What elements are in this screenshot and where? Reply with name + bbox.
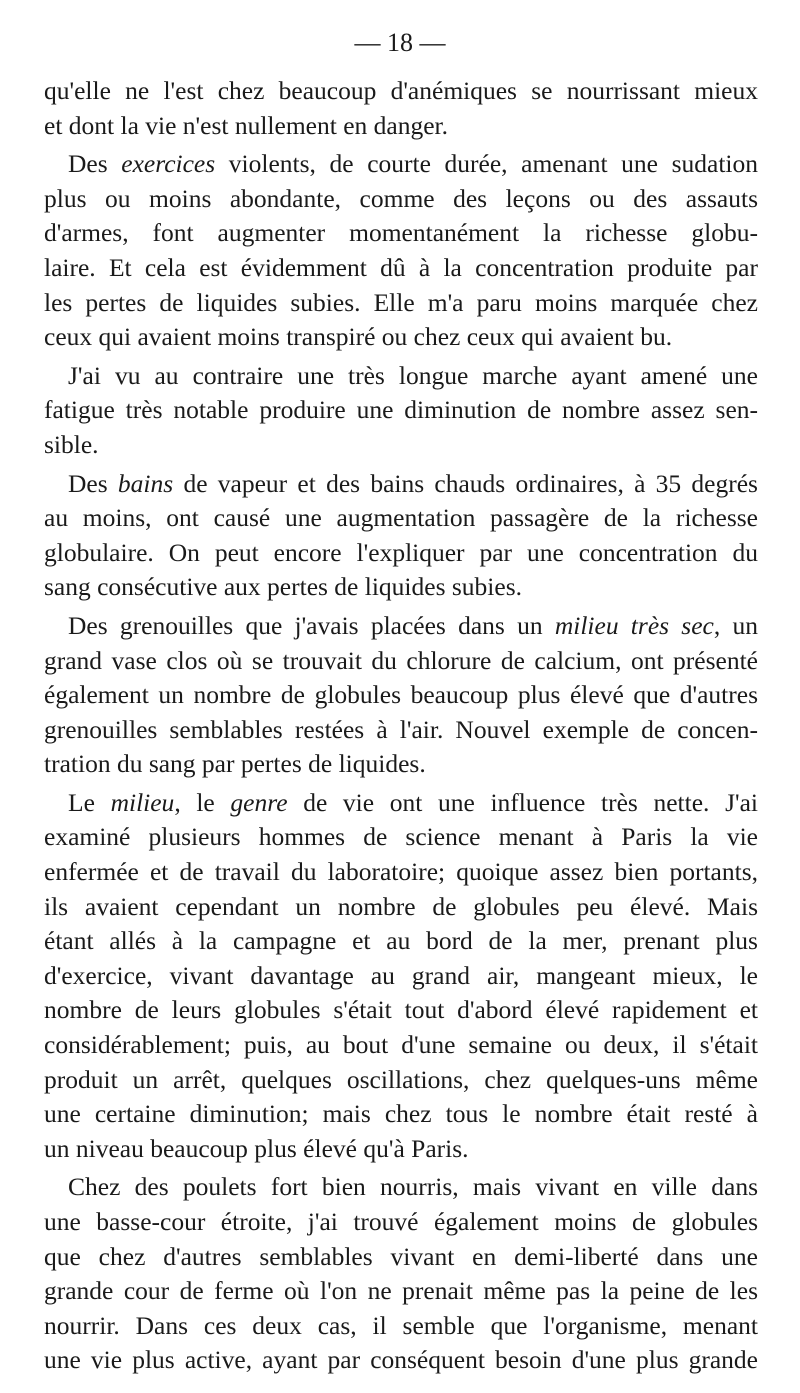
text-segment: Chez des poulets fort bien nourris, mais vivant en ville dans [68, 1172, 758, 1202]
text-segment: une vie plus active, ayant par conséquent besoin d'une plus grande [44, 1345, 758, 1375]
text-line [44, 678, 758, 713]
text-segment: considérablement; puis, au bout d'une semaine ou deux, il s'était [44, 1030, 758, 1060]
text-segment: , un [713, 610, 758, 640]
text-line [44, 182, 758, 217]
text-line [44, 993, 758, 1028]
text-line [44, 959, 758, 994]
text-segment: sible. [44, 429, 99, 459]
text-line [44, 1028, 758, 1063]
text-segment: sang consécutive aux pertes de liquides subies. [44, 572, 523, 602]
text-line [44, 890, 758, 925]
paragraph [44, 467, 758, 605]
text-segment: globulaire. On peut encore l'expliquer par une concentration du [44, 537, 758, 567]
text-line [44, 286, 758, 321]
text-line [44, 786, 758, 821]
page-number: — 18 — [354, 28, 446, 57]
paragraph [44, 1170, 758, 1378]
text-segment: , le [174, 787, 231, 817]
italic-term: exercices [121, 149, 216, 179]
text-line [44, 467, 758, 502]
italic-term: milieu très sec [554, 610, 714, 640]
text-segment: également un nombre de globules beaucoup plus élevé que d'autres [44, 680, 758, 710]
text-segment: de vie ont une influence très nette. J'ai [287, 787, 758, 817]
text-line [44, 216, 758, 251]
text-segment: nourrir. Dans ces deux cas, il semble que l'organisme, menant [44, 1310, 758, 1340]
text-line [44, 428, 758, 463]
text-line [44, 1205, 758, 1240]
text-line [44, 74, 758, 109]
text-segment: d'exercice, vivant davantage au grand air, mangeant mieux, le [44, 960, 758, 990]
text-line [44, 501, 758, 536]
text-segment: ils avaient cependant un nombre de globules peu élevé. Mais [44, 891, 758, 921]
text-segment: que chez d'autres semblables vivant en demi-liberté dans une [44, 1241, 758, 1271]
text-segment: une certaine diminution; mais chez tous le nombre était resté à [44, 1099, 758, 1129]
paragraph [44, 609, 758, 782]
text-segment: les pertes de liquides subies. Elle m'a paru moins marquée chez [44, 287, 758, 317]
text-line [44, 359, 758, 394]
text-segment: une basse-cour étroite, j'ai trouvé également moins de globules [44, 1207, 758, 1236]
text-line [44, 713, 758, 748]
text-segment: d'armes, font augmenter momentanément la richesse globu- [44, 218, 758, 248]
text-segment: ceux qui avaient moins transpiré ou chez ceux qui avaient bu. [44, 322, 673, 352]
text-segment: violents, de courte durée, amenant une sudation [215, 149, 758, 179]
text-segment: qu'elle ne l'est chez beaucoup d'anémiques se nourrissant mieux [44, 76, 758, 105]
text-line [44, 320, 758, 355]
text-segment: étant allés à la campagne et au bord de la mer, prenant plus [44, 926, 758, 956]
paragraph [44, 786, 758, 1167]
paragraph [44, 74, 758, 143]
text-line [44, 1170, 758, 1205]
text-line [44, 1309, 758, 1344]
text-segment: produit un arrêt, quelques oscillations, chez quelques-uns même [44, 1064, 758, 1094]
text-line [44, 1132, 758, 1167]
text-line [44, 609, 758, 644]
text-line [44, 1063, 758, 1098]
text-segment: examiné plusieurs hommes de science menant à Paris la vie [44, 822, 758, 852]
text-line [44, 1343, 758, 1378]
text-line [44, 855, 758, 890]
text-line [44, 644, 758, 679]
paragraph [44, 147, 758, 355]
text-line [44, 1240, 758, 1275]
text-segment: J'ai vu au contraire une très longue marche ayant amené une [68, 360, 758, 390]
text-segment: Des [68, 149, 122, 179]
paragraph [44, 359, 758, 463]
text-segment: et dont la vie n'est nullement en danger. [44, 110, 448, 140]
text-segment: grand vase clos où se trouvait du chlorure de calcium, ont présenté [44, 645, 758, 675]
body-text [44, 74, 758, 1378]
italic-term: genre [230, 787, 288, 817]
text-line [44, 147, 758, 182]
text-segment: fatigue très notable produire une diminution de nombre assez sen- [44, 395, 758, 425]
text-segment: de vapeur et des bains chauds ordinaires, à 35 degrés [173, 468, 758, 498]
text-line [44, 109, 758, 144]
text-segment: au moins, ont causé une augmentation passagère de la richesse [44, 503, 758, 533]
italic-term: milieu [110, 787, 175, 817]
text-segment: tration du sang par pertes de liquides. [44, 749, 426, 779]
text-line [44, 1274, 758, 1309]
text-segment: grenouilles semblables restées à l'air. Nouvel exemple de concen- [44, 714, 758, 744]
text-segment: Des grenouilles que j'avais placées dans un [68, 610, 555, 640]
text-line [44, 924, 758, 959]
text-segment: Le [68, 787, 111, 817]
text-line [44, 536, 758, 571]
text-segment: laire. Et cela est évidemment dû à la concentration produite par [44, 252, 758, 282]
text-line [44, 820, 758, 855]
text-segment: un niveau beaucoup plus élevé qu'à Paris. [44, 1133, 469, 1163]
text-line [44, 1097, 758, 1132]
text-segment: nombre de leurs globules s'était tout d'abord élevé rapidement et [44, 995, 758, 1025]
text-segment: Des [68, 468, 118, 498]
text-line [44, 393, 758, 428]
italic-term: bains [117, 468, 174, 498]
text-line [44, 570, 758, 605]
text-line [44, 251, 758, 286]
text-line [44, 747, 758, 782]
text-segment: enfermée et de travail du laboratoire; quoique assez bien portants, [44, 857, 758, 887]
text-segment: plus ou moins abondante, comme des leçons ou des assauts [44, 183, 758, 213]
text-segment: grande cour de ferme où l'on ne prenait même pas la peine de les [44, 1276, 758, 1306]
